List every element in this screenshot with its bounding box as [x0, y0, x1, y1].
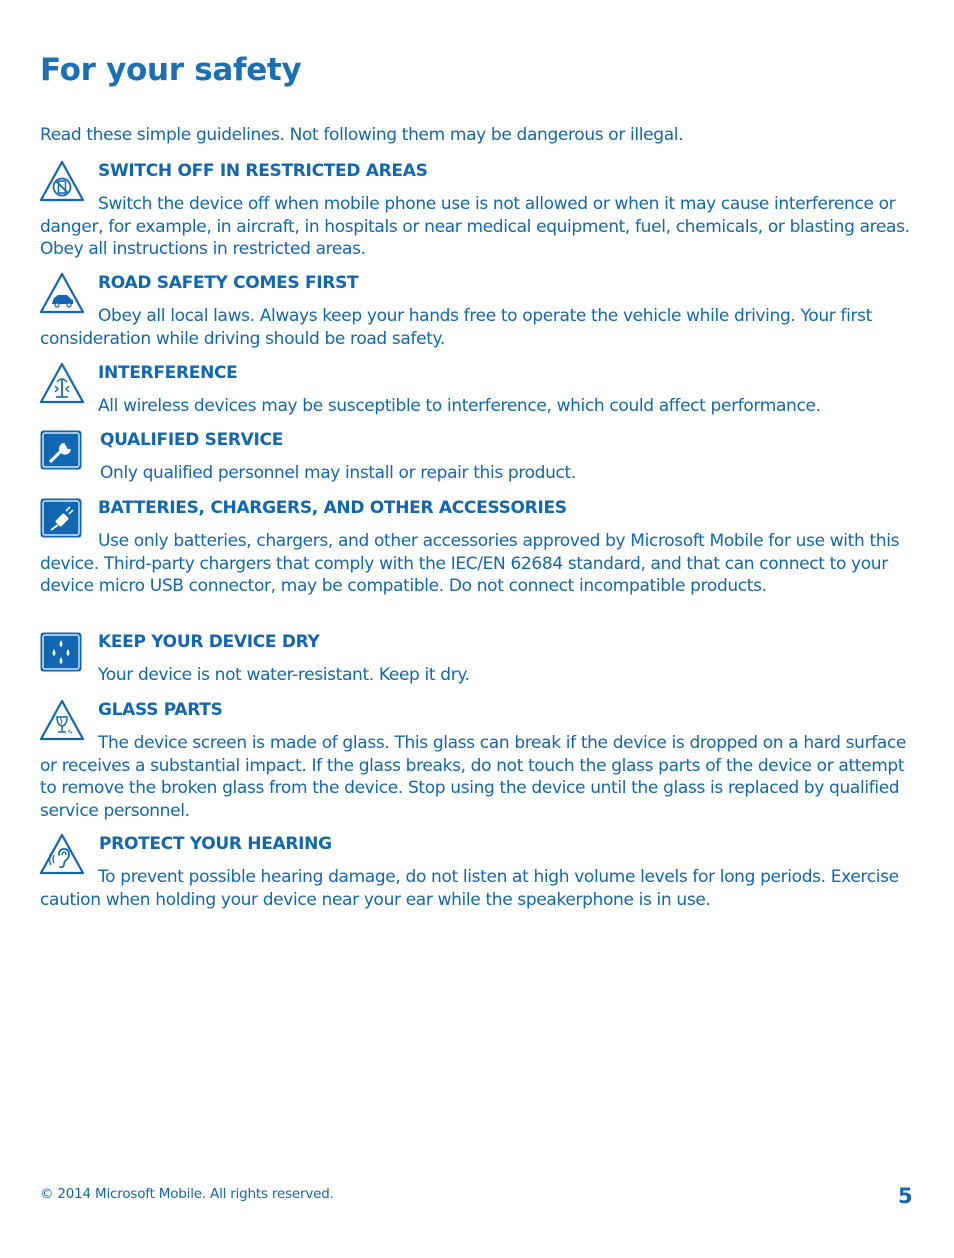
section-heading: INTERFERENCE [98, 363, 238, 383]
section-heading: KEEP YOUR DEVICE DRY [98, 632, 320, 652]
page-title: For your safety [40, 52, 302, 88]
section-heading: ROAD SAFETY COMES FIRST [98, 273, 359, 293]
page-number: 5 [898, 1184, 913, 1208]
section-body: To prevent possible hearing damage, do not listen at high volume levels for long periods. Exercise caution when holding your device near your ear while the speakerphone is in use. [40, 867, 899, 910]
section-body: All wireless devices may be susceptible to interference, which could affect performance. [98, 396, 821, 416]
section-body: Your device is not water-resistant. Keep it dry. [98, 665, 470, 685]
section-heading: PROTECT YOUR HEARING [99, 834, 332, 854]
section-body: The device screen is made of glass. This glass can break if the device is dropped on a hard surface or receives a substantial impact. If the glass breaks, do not touch the glass parts of the device or attempt to remove the broken glass from the device. Stop using the device until the glass is replaced by qualified service personnel. [40, 733, 907, 821]
section-body: Use only batteries, chargers, and other accessories approved by Microsoft Mobile for use with this device. Third-party chargers that comply with the IEC/EN 62684 standard, and that can connect to your device micro USB connector, may be compatible. Do not connect incompatible products. [40, 531, 900, 597]
section-body: Switch the device off when mobile phone use is not allowed or when it may cause interference or danger, for example, in aircraft, in hospitals or near medical equipment, fuel, chemicals, or blasting areas. Obey all instructions in restricted areas. [40, 194, 910, 260]
copyright-footer: © 2014 Microsoft Mobile. All rights reserved. [40, 1186, 334, 1202]
section-heading: QUALIFIED SERVICE [100, 430, 284, 450]
section-heading: SWITCH OFF IN RESTRICTED AREAS [98, 161, 428, 181]
section-heading: GLASS PARTS [98, 700, 223, 720]
section-body: Only qualified personnel may install or repair this product. [100, 463, 576, 483]
section-body: Obey all local laws. Always keep your hands free to operate the vehicle while driving. Your first consideration while driving should be road safety. [40, 306, 872, 349]
section-heading: BATTERIES, CHARGERS, AND OTHER ACCESSORIES [98, 498, 567, 518]
intro-text: Read these simple guidelines. Not following them may be dangerous or illegal. [40, 125, 684, 145]
